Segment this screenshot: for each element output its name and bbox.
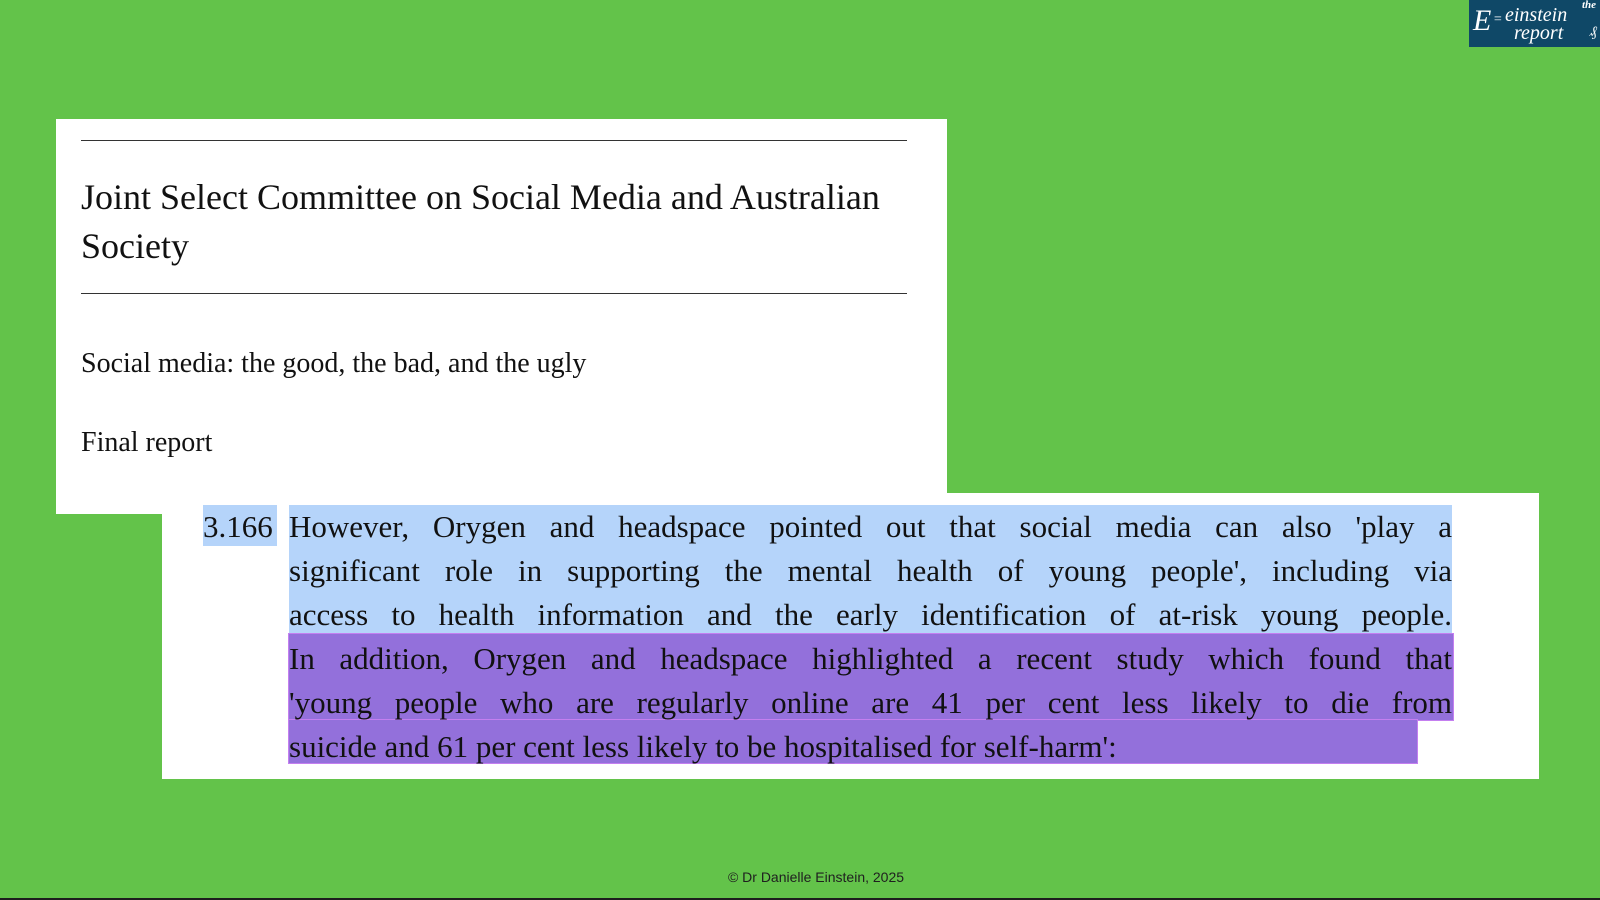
top-divider (81, 140, 907, 141)
logo-symbol-icon: ₰ (1589, 24, 1597, 40)
excerpt-card (162, 493, 1539, 779)
excerpt-line: suicide and 61 per cent less likely to be hospitalised for self-harm': (289, 729, 1117, 764)
excerpt-line: significant role in supporting the mental health of young people', including via (289, 553, 1452, 588)
excerpt-line: In addition, Orygen and headspace highlighted a recent study which found that (289, 641, 1452, 676)
logo-equals: = (1493, 12, 1503, 27)
copyright-footer: © Dr Danielle Einstein, 2025 (727, 869, 905, 885)
logo-the: the (1581, 0, 1596, 11)
paragraph-number: 3.166 (203, 509, 273, 544)
excerpt-line: However, Orygen and headspace pointed out that social media can also 'play a (289, 509, 1452, 544)
report-title: Joint Select Committee on Social Media and Australian Society (81, 177, 880, 266)
report-subtitle: Social media: the good, the bad, and the ugly (81, 348, 587, 379)
excerpt-line: access to health information and the early identification of at-risk young people. (289, 597, 1452, 632)
logo-word-report: report (1514, 22, 1564, 44)
einstein-report-logo (1469, 0, 1600, 47)
logo-letter-e: E (1473, 4, 1492, 37)
bottom-divider (81, 293, 907, 294)
logo-word-einstein: einstein (1505, 4, 1568, 26)
report-label: Final report (81, 427, 213, 458)
report-cover-card (56, 119, 947, 514)
excerpt-line: 'young people who are regularly online are 41 per cent less likely to die from (289, 685, 1452, 720)
